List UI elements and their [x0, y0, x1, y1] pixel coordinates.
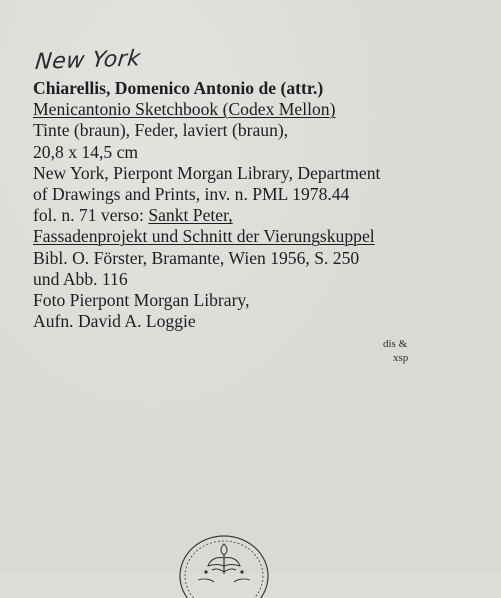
collection-line-1: New York, Pierpont Morgan Library, Department [33, 162, 381, 183]
side-note [383, 337, 408, 365]
side-note-line-2: xsp [393, 352, 409, 364]
folio-subject-2: Fassadenprojekt und Schnitt der Vierungskuppel [33, 226, 375, 247]
photo-credit-1: Foto Pierpont Morgan Library, [33, 290, 250, 311]
folio-prefix: fol. n. 71 verso: [33, 205, 149, 226]
bibliography-line-2: und Abb. 116 [33, 268, 128, 289]
artist-name: Chiarellis, Domenico Antonio de (attr.) [33, 78, 324, 98]
technique: Tinte (braun), Feder, laviert (braun), [33, 120, 289, 141]
handwritten-location: New York [34, 46, 142, 75]
dimensions: 20,8 x 14,5 cm [33, 141, 139, 162]
folio-subject-1: Sankt Peter, [148, 205, 233, 226]
photo-credit-2: Aufn. David A. Loggie [33, 311, 196, 332]
library-seal-icon [176, 528, 272, 598]
work-title: Menicantonio Sketchbook (Codex Mellon) [33, 99, 336, 120]
catalog-entry [33, 78, 473, 332]
side-note-line-1: dis & [383, 338, 408, 350]
collection-line-2: of Drawings and Prints, inv. n. PML 1978.44 [33, 184, 350, 205]
folio-line [33, 205, 473, 226]
bibliography-line-1: Bibl. O. Förster, Bramante, Wien 1956, S. 250 [33, 247, 360, 268]
